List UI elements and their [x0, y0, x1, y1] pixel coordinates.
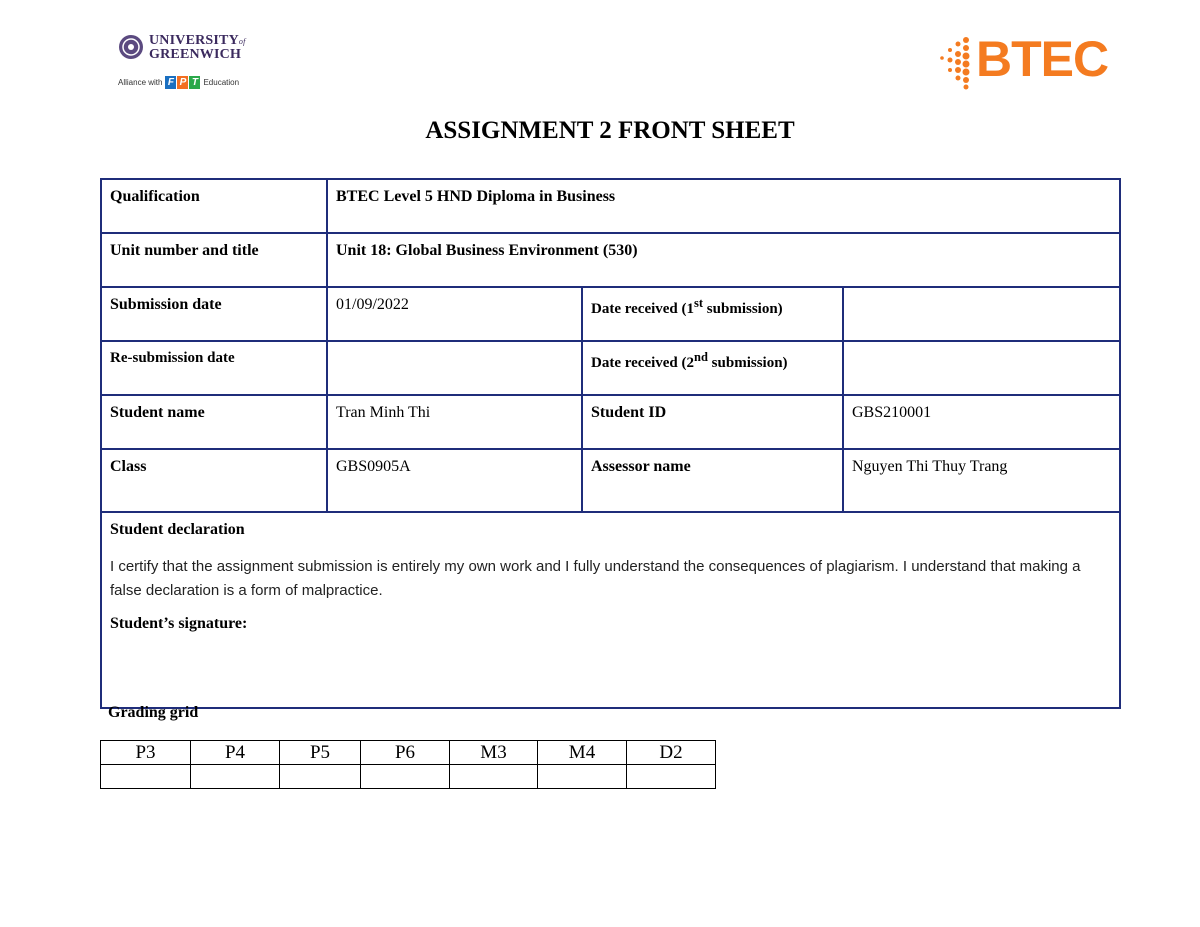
- grading-grid-label: Grading grid: [108, 704, 199, 721]
- university-of-greenwich-logo: [116, 32, 256, 94]
- student-id-label: Student ID: [582, 395, 843, 449]
- submission-date-row: [101, 287, 1120, 341]
- grading-header-row: [101, 741, 716, 765]
- grading-value-row: [101, 765, 716, 789]
- resubmission-date-value[interactable]: [327, 341, 582, 395]
- grading-criterion: M3: [450, 741, 538, 765]
- unit-value: Unit 18: Global Business Environment (530): [327, 233, 1120, 287]
- resubmission-date-label: Re-submission date: [101, 341, 327, 395]
- student-id-value[interactable]: GBS210001: [843, 395, 1120, 449]
- grading-criterion: P6: [361, 741, 450, 765]
- class-row: [101, 449, 1120, 512]
- student-name-label: Student name: [101, 395, 327, 449]
- qualification-row: [101, 179, 1120, 233]
- student-name-value[interactable]: Tran Minh Thi: [327, 395, 582, 449]
- date-received-2-value[interactable]: [843, 341, 1120, 395]
- front-sheet-table: [100, 178, 1121, 709]
- page-title: ASSIGNMENT 2 FRONT SHEET: [425, 117, 795, 144]
- qualification-label: Qualification: [101, 179, 327, 233]
- student-row: [101, 395, 1120, 449]
- signature-label: Student’s signature:: [110, 615, 248, 632]
- declaration-text: I certify that the assignment submission is entirely my own work and I fully understand the consequences of plagiarism. I understand that making a false declaration is a form of malpractice.: [110, 558, 1081, 599]
- date-received-1-value[interactable]: [843, 287, 1120, 341]
- submission-date-label: Submission date: [101, 287, 327, 341]
- grading-criterion: M4: [538, 741, 627, 765]
- declaration-title: Student declaration: [110, 521, 245, 538]
- class-value[interactable]: GBS0905A: [327, 449, 582, 512]
- grading-value-cell[interactable]: [101, 765, 191, 789]
- grading-value-cell[interactable]: [280, 765, 361, 789]
- unit-label: Unit number and title: [101, 233, 327, 287]
- university-seal-icon: [118, 34, 144, 60]
- resubmission-date-row: [101, 341, 1120, 395]
- unit-row: [101, 233, 1120, 287]
- grading-criterion: D2: [627, 741, 716, 765]
- greenwich-wordmark: UNIVERSITYof GREENWICH: [149, 33, 246, 62]
- grading-value-cell[interactable]: [191, 765, 280, 789]
- btec-logo: [936, 31, 1122, 92]
- date-received-1-label: Date received (1st submission): [582, 287, 843, 341]
- grading-grid: [100, 740, 716, 789]
- assessor-name-value[interactable]: Nguyen Thi Thuy Trang: [843, 449, 1120, 512]
- declaration-cell: [101, 512, 1120, 708]
- declaration-row: [101, 512, 1120, 708]
- fpt-alliance-line: Alliance with F P T Education: [118, 77, 240, 88]
- btec-dots-icon: [936, 34, 976, 90]
- grading-value-cell[interactable]: [450, 765, 538, 789]
- date-received-2-label: Date received (2nd submission): [582, 341, 843, 395]
- assessor-name-label: Assessor name: [582, 449, 843, 512]
- grading-value-cell[interactable]: [538, 765, 627, 789]
- grading-criterion: P3: [101, 741, 191, 765]
- btec-wordmark: BTEC: [976, 31, 1109, 87]
- qualification-value: BTEC Level 5 HND Diploma in Business: [327, 179, 1120, 233]
- submission-date-value[interactable]: 01/09/2022: [327, 287, 582, 341]
- fpt-logo: F P T: [165, 76, 200, 89]
- grading-value-cell[interactable]: [361, 765, 450, 789]
- grading-criterion: P4: [191, 741, 280, 765]
- grading-value-cell[interactable]: [627, 765, 716, 789]
- class-label: Class: [101, 449, 327, 512]
- grading-criterion: P5: [280, 741, 361, 765]
